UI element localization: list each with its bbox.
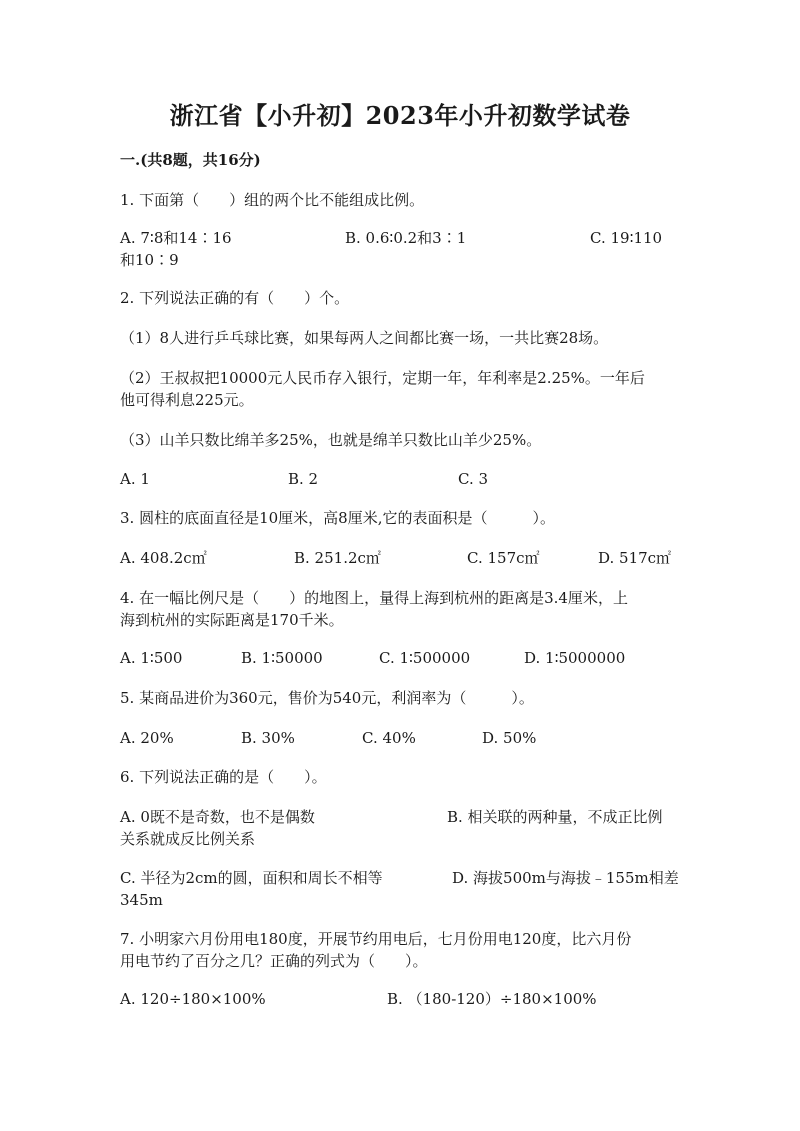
q4-option-d: D. 1∶5000000 — [524, 649, 626, 667]
q4-stem: 4. 在一幅比例尺是（ ）的地图上，量得上海到杭州的距离是3.4厘米，上 — [120, 589, 628, 607]
q2-option-c: C. 3 — [458, 470, 489, 488]
q6-option-a: A. 0既不是奇数，也不是偶数 — [120, 808, 315, 826]
q1-option-b: B. 0.6∶0.2和3∶1 — [345, 229, 467, 247]
q3-option-c: C. 157c㎡ — [467, 549, 540, 567]
q7-option-b: B. （180-120）÷180×100% — [387, 990, 597, 1008]
q7-stem: 7. 小明家六月份用电180度，开展节约用电后，七月份用电120度，比六月份 — [120, 930, 632, 948]
q1-option-a: A. 7∶8和14∶16 — [120, 229, 232, 247]
q5-option-b: B. 30% — [241, 729, 295, 747]
q2-option-b: B. 2 — [288, 470, 319, 488]
q1-option-c: C. 19∶110 — [590, 229, 663, 247]
q4-option-a: A. 1∶500 — [120, 649, 183, 667]
q2-statement-1: （1）8人进行乒乓球比赛，如果每两人之间都比赛一场，一共比赛28场。 — [120, 329, 609, 347]
q2-stem: 2. 下列说法正确的有（ ）个。 — [120, 289, 350, 307]
q3-option-d: D. 517c㎡ — [598, 549, 672, 567]
q6-option-c: C. 半径为2cm的圆，面积和周长不相等 — [120, 869, 383, 887]
q7-stem-cont: 用电节约了百分之几？正确的列式为（ ）。 — [120, 952, 428, 970]
section-heading: 一.(共8题，共16分) — [120, 151, 261, 169]
q2-statement-2: （2）王叔叔把10000元人民币存入银行，定期一年，年利率是2.25%。一年后 — [120, 369, 645, 387]
q4-stem-cont: 海到杭州的实际距离是170千米。 — [120, 611, 344, 629]
q6-option-d-cont: 345m — [120, 891, 163, 909]
q5-option-d: D. 50% — [482, 729, 537, 747]
q4-option-b: B. 1∶50000 — [241, 649, 323, 667]
q6-stem: 6. 下列说法正确的是（ ）。 — [120, 768, 327, 786]
q2-statement-3: （3）山羊只数比绵羊多25%，也就是绵羊只数比山羊少25%。 — [120, 431, 542, 449]
q5-option-a: A. 20% — [120, 729, 174, 747]
q2-option-a: A. 1 — [120, 470, 150, 488]
q4-option-c: C. 1∶500000 — [379, 649, 471, 667]
q2-statement-2-cont: 他可得利息225元。 — [120, 391, 254, 409]
q6-option-b-cont: 关系就成反比例关系 — [120, 830, 256, 848]
q3-option-b: B. 251.2c㎡ — [294, 549, 381, 567]
q3-stem: 3. 圆柱的底面直径是10厘米，高8厘米,它的表面积是（ ）。 — [120, 509, 555, 527]
q1-stem: 1. 下面第（ ）组的两个比不能组成比例。 — [120, 191, 425, 209]
exam-title: 浙江省【小升初】2023年小升初数学试卷 — [169, 101, 631, 130]
q5-stem: 5. 某商品进价为360元，售价为540元，利润率为（ ）。 — [120, 689, 534, 707]
q5-option-c: C. 40% — [362, 729, 416, 747]
q6-option-d: D. 海拔500m与海拔﹣155m相差 — [452, 869, 679, 887]
q7-option-a: A. 120÷180×100% — [120, 990, 266, 1008]
q1-option-a-cont: 和10∶9 — [120, 251, 179, 269]
q3-option-a: A. 408.2c㎡ — [120, 549, 207, 567]
q6-option-b: B. 相关联的两种量，不成正比例 — [447, 808, 663, 826]
